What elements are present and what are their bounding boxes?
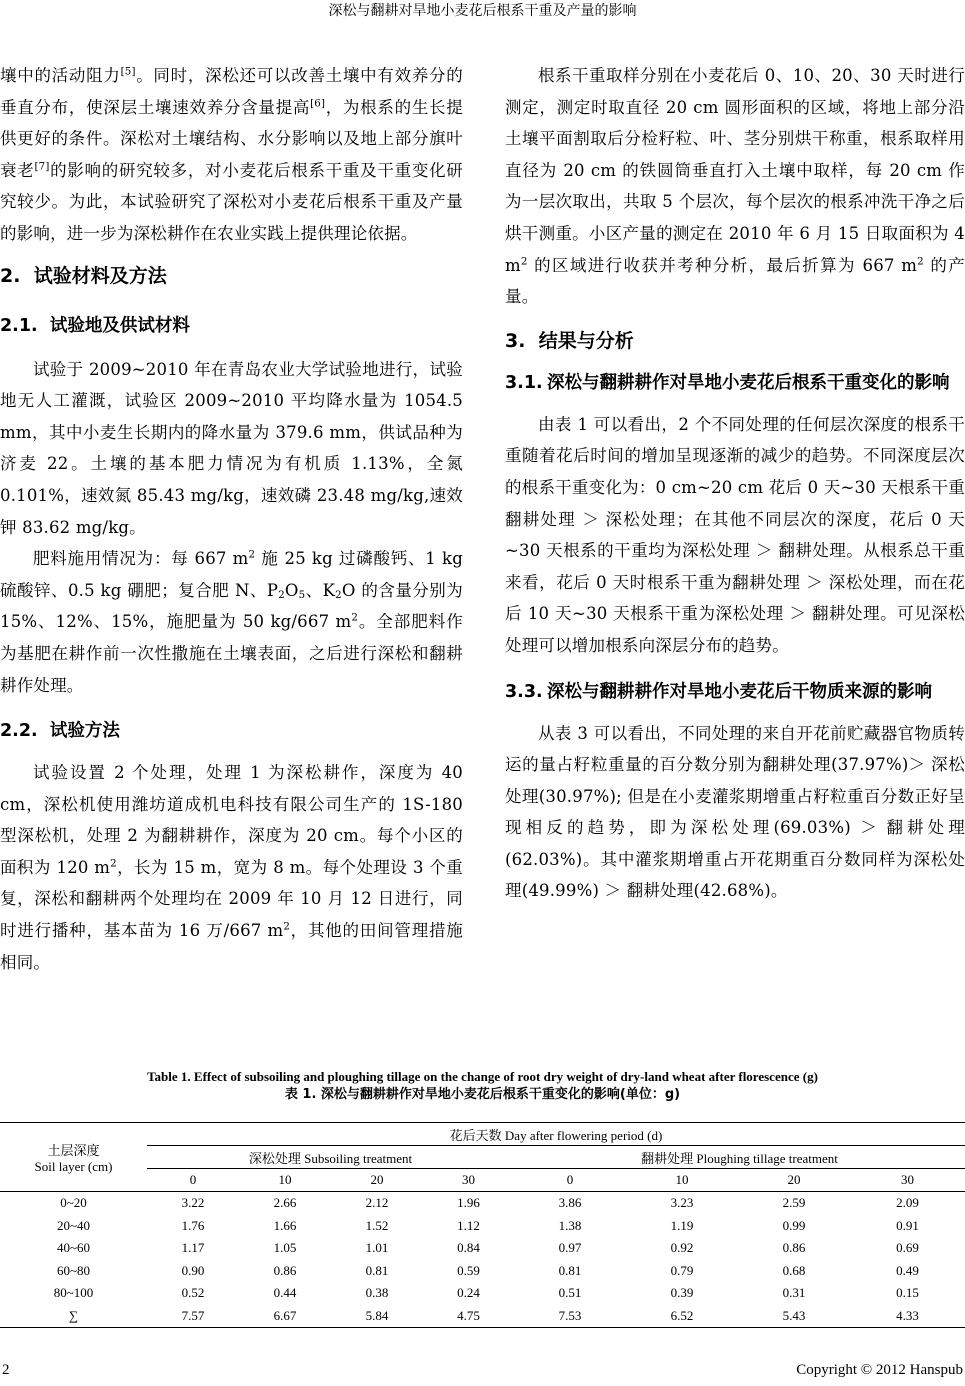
value-cell: 1.66 (273, 1217, 297, 1233)
value-cell: 0.51 (558, 1285, 582, 1301)
value-cell: 3.86 (558, 1195, 582, 1211)
table-row (0, 1305, 965, 1328)
value-cell: 1.76 (181, 1217, 205, 1233)
day-column-header: 30 (850, 1169, 965, 1192)
day-column-header: 30 (423, 1169, 514, 1192)
value-cell: 2.59 (782, 1195, 806, 1211)
value-cell: 0.81 (365, 1262, 389, 1278)
value-cell: 0.38 (365, 1285, 389, 1301)
soil-layer-cell: 80~100 (53, 1285, 94, 1301)
section-2-2-heading: 2.2. 试验方法 (0, 721, 120, 742)
paragraph-2-2: 试验设置 2 个处理，处理 1 为深松耕作，深度为 40 cm，深松机使用潍坊道成机电科技有限公司生产的 1S-180 型深松机，处理 2 为翻耕耕作，深度为 20 cm。每个小区的面积为 120 $m^2$，长为 15 m，宽为 8 m。每个处理设 3 个重复，深松和翻耕两个处理均在 2009 年 10 月 12 日进行，同时进行播种，基本苗为 16 万/667 $m^2$，其他的田间管理措施相同。 (0, 763, 464, 972)
table-row (0, 1282, 965, 1305)
root-weight-table (0, 1122, 965, 1328)
left-column (0, 60, 463, 978)
copyright: Copyright © 2012 Hanspub (796, 1362, 963, 1378)
value-cell: 0.99 (782, 1217, 806, 1233)
value-cell: 1.38 (558, 1217, 582, 1233)
value-cell: 0.39 (670, 1285, 694, 1301)
value-cell: 1.05 (273, 1240, 297, 1256)
value-cell: 1.12 (457, 1217, 480, 1233)
section-3-1-heading: 3.1. 深松与翻耕耕作对旱地小麦花后根系干重变化的影响 (505, 372, 950, 393)
table-row (0, 1237, 965, 1260)
value-cell: 1.96 (457, 1195, 480, 1211)
table-row (0, 1215, 965, 1238)
citation-5: [5] (120, 66, 136, 78)
value-cell: 2.66 (273, 1195, 297, 1211)
value-cell: 1.52 (365, 1217, 389, 1233)
value-cell: 0.44 (273, 1285, 297, 1301)
group-subsoil-header: 深松处理 Subsoiling treatment (147, 1146, 514, 1169)
value-cell: 0.91 (896, 1217, 919, 1233)
value-cell: 0.31 (782, 1285, 806, 1301)
value-cell: 3.22 (181, 1195, 205, 1211)
section-2-heading: 2. 试验材料及方法 (0, 264, 167, 287)
paragraph-root-sampling: 根系干重取样分别在小麦花后 0、10、20、30 天时进行测定，测定时取直径 20 cm 圆形面积的区域，将地上部分沿土壤平面割取后分检籽粒、叶、茎分别烘干称重，根系取样用直径为 20 cm 的铁圆筒垂直打入土壤中取样，每 20 cm 作为一层次取出，共取 5 个层次，每个层次的根系冲洗干净之后烘干测重。小区产量的测定在 2010 年 6 月 15 日取面积为 4 $m^2$ 的区域进行收获并考种分析，最后折算为 667 $m^2$ 的产量。 (505, 66, 965, 307)
value-cell: 6.52 (626, 1305, 738, 1328)
value-cell: 0.79 (670, 1262, 694, 1278)
value-cell: 4.33 (850, 1305, 965, 1328)
citation-7: [7] (34, 161, 50, 173)
intro-paragraph: 壤中的活动阻力[5]。同时，深松还可以改善土壤中有效养分的垂直分布，使深层土壤速效养分含量提高[6]，为根系的生长提供更好的条件。深松对土壤结构、水分影响以及地上部分旗叶衰老[7]的影响的研究较多，对小麦花后根系干重及干重变化研究较少。为此，本试验研究了深松对小麦花后根系干重及产量的影响，进一步为深松耕作在农业实践上提供理论依据。 (0, 66, 463, 243)
value-cell: 1.19 (670, 1217, 694, 1233)
table-row (0, 1260, 965, 1283)
value-cell: 0.68 (782, 1262, 806, 1278)
table-caption-en: Table 1. Effect of subsoiling and ploughing tillage on the change of root dry weight of dry-land wheat after florescence (g) (147, 1069, 818, 1084)
value-cell: 5.43 (738, 1305, 850, 1328)
row-header: 土层深度 Soil layer (cm) (0, 1123, 147, 1192)
group-plough-header: 翻耕处理 Ploughing tillage treatment (514, 1146, 965, 1169)
section-3-3-heading: 3.3. 深松与翻耕耕作对旱地小麦花后干物质来源的影响 (505, 681, 932, 702)
soil-layer-cell: 40~60 (56, 1240, 91, 1256)
value-cell: 0.92 (670, 1240, 694, 1256)
day-column-header: 20 (331, 1169, 423, 1192)
section-2-1-heading: 2.1. 试验地及供试材料 (0, 315, 190, 336)
value-cell: 0.90 (181, 1262, 205, 1278)
day-column-header: 20 (738, 1169, 850, 1192)
soil-layer-cell: 60~80 (56, 1262, 91, 1278)
value-cell: 2.12 (365, 1195, 389, 1211)
value-cell: 5.84 (331, 1305, 423, 1328)
citation-6: [6] (310, 97, 326, 109)
day-column-header: 0 (514, 1169, 626, 1192)
day-column-header: 10 (239, 1169, 331, 1192)
value-cell: 3.23 (670, 1195, 694, 1211)
value-cell: 7.53 (514, 1305, 626, 1328)
soil-layer-cell: 0~20 (60, 1195, 87, 1211)
value-cell: 0.86 (273, 1262, 297, 1278)
value-cell: 0.52 (181, 1285, 205, 1301)
value-cell: 7.57 (147, 1305, 239, 1328)
right-column (505, 60, 965, 907)
day-header: 花后天数 Day after flowering period (d) (147, 1123, 965, 1146)
running-header: 深松与翻耕对旱地小麦花后根系干重及产量的影响 (328, 3, 637, 19)
table-row (0, 1192, 965, 1215)
paragraph-2-1-b: 肥料施用情况为：每 667 $m^2$ 施 25 kg 过磷酸钙、1 kg 硫酸锌、0.5 kg 硼肥；复合肥 N、$P_2O_5$、$K_2O$ 的含量分别为 15%、12%、15%，施肥量为 50 kg/667 $m^2$。全部肥料作为基肥在耕作前一次性撒施在土壤表面，之后进行深松和翻耕耕作处理。 (0, 549, 463, 695)
value-cell: 6.67 (239, 1305, 331, 1328)
paragraph-2-1-a: 试验于 2009~2010 年在青岛农业大学试验地进行，试验地无人工灌溉，试验区 2009~2010 平均降水量为 1054.5 mm，其中小麦生长期内的降水量为 379.6 mm，供试品种为济麦 22。土壤的基本肥力情况为有机质 1.13%，全氮 0.101%，速效氮 85.43 mg/kg，速效磷 23.48 mg/kg,速效钾 83.62 mg/kg。 (0, 359, 463, 537)
value-cell: 0.49 (896, 1262, 919, 1278)
paragraph-3-1: 由表 1 可以看出，2 个不同处理的任何层次深度的根系干重随着花后时间的增加呈现逐渐的减少的趋势。不同深度层次的根系干重变化为：0 cm~20 cm 花后 0 天~30 天根系干重翻耕处理 ＞ 深松处理；在其他不同层次的深度，花后 0 天~30 天根系的干重均为深松处理 ＞ 翻耕处理。从根系总干重来看，花后 0 天时根系干重为翻耕处理 ＞ 深松处理，而在花后 10 天~30 天根系干重为深松处理 ＞ 翻耕处理。可见深松处理可以增加根系向深层分布的趋势。 (505, 414, 965, 655)
table-caption-zh: 表 1. 深松与翻耕耕作对旱地小麦花后根系干重变化的影响(单位：g) (284, 1087, 681, 1102)
value-cell: 1.17 (181, 1240, 205, 1256)
paragraph-3-3: 从表 3 可以看出，不同处理的来自开花前贮藏器官物质转运的量占籽粒重量的百分数分别为翻耕处理(37.97%)＞ 深松处理(30.97%); 但是在小麦灌浆期增重占籽粒重百分数正好呈现相反的趋势，即为深松处理(69.03%) ＞ 翻耕处理(62.03%)。其中灌浆期增重占开花期重百分数同样为深松处理(49.99%) ＞ 翻耕处理(42.68%)。 (505, 723, 965, 901)
value-cell: 0.69 (896, 1240, 919, 1256)
value-cell: 0.24 (457, 1285, 480, 1301)
value-cell: 4.75 (423, 1305, 514, 1328)
value-cell: 0.15 (896, 1285, 919, 1301)
day-column-header: 10 (626, 1169, 738, 1192)
section-3-heading: 3. 结果与分析 (505, 329, 634, 352)
day-column-header: 0 (147, 1169, 239, 1192)
value-cell: 0.97 (558, 1240, 582, 1256)
value-cell: 0.84 (457, 1240, 480, 1256)
value-cell: 0.81 (558, 1262, 582, 1278)
value-cell: 1.01 (365, 1240, 389, 1256)
soil-layer-cell: 20~40 (56, 1217, 91, 1233)
value-cell: 0.59 (457, 1262, 480, 1278)
page-number: 2 (2, 1362, 10, 1378)
value-cell: 0.86 (782, 1240, 806, 1256)
soil-layer-cell: ∑ (0, 1305, 147, 1328)
value-cell: 2.09 (896, 1195, 919, 1211)
